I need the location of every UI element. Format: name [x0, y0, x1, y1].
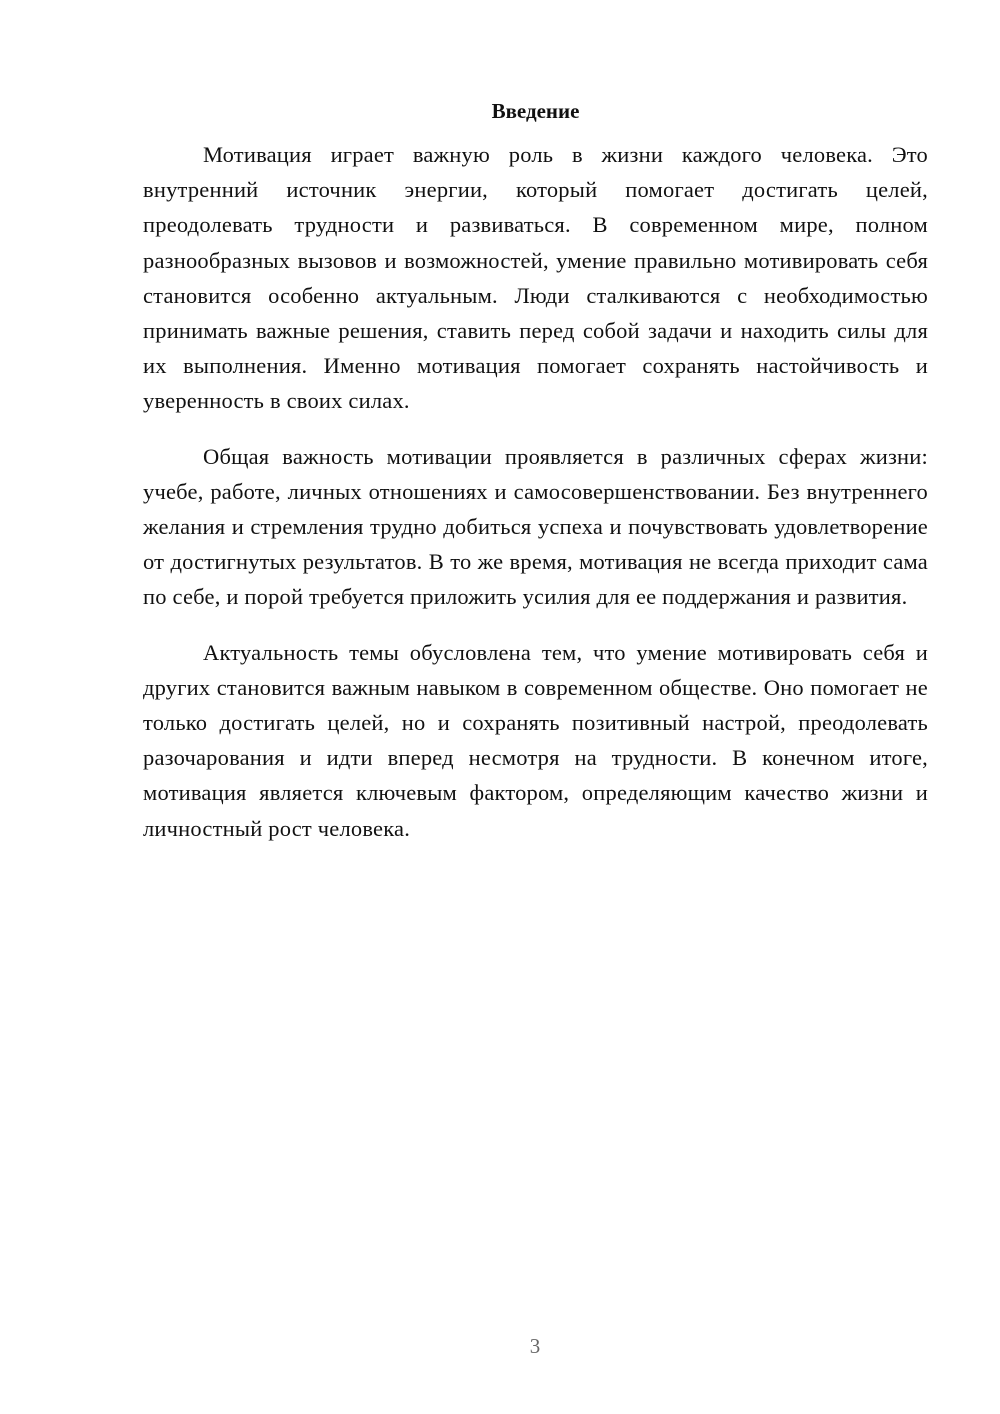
paragraph-1: Мотивация играет важную роль в жизни каждого человека. Это внутренний источник энергии, который помогает достигать целей, преодолевать трудности и развиваться. В современном мире, полном разнообразных вызовов и возможностей, умение правильно мотивировать себя становится особенно актуальным. Люди сталкиваются с необходимостью принимать важные решения, ставить перед собой задачи и находить силы для их выполнения. Именно мотивация помогает сохранять настойчивость и уверенность в своих силах.	[143, 142, 928, 414]
paragraph-3: Актуальность темы обусловлена тем, что умение мотивировать себя и других становится важным навыком в современном обществе. Оно помогает не только достигать целей, но и сохранять позитивный настрой, преодолевать разочарования и идти вперед несмотря на трудности. В конечном итоге, мотивация является ключевым фактором, определяющим качество жизни и личностный рост человека.	[143, 639, 928, 841]
page-content	[143, 96, 928, 866]
page-number: 3	[529, 1334, 541, 1358]
paragraph-2: Общая важность мотивации проявляется в различных сферах жизни: учебе, работе, личных отношениях и самосовершенствовании. Без внутреннего желания и стремления трудно добиться успеха и почувствовать удовлетворение от достигнутых результатов. В то же время, мотивация не всегда приходит сама по себе, и порой требуется приложить усилия для ее поддержания и развития.	[143, 443, 928, 610]
section-title: Введение	[491, 99, 580, 123]
